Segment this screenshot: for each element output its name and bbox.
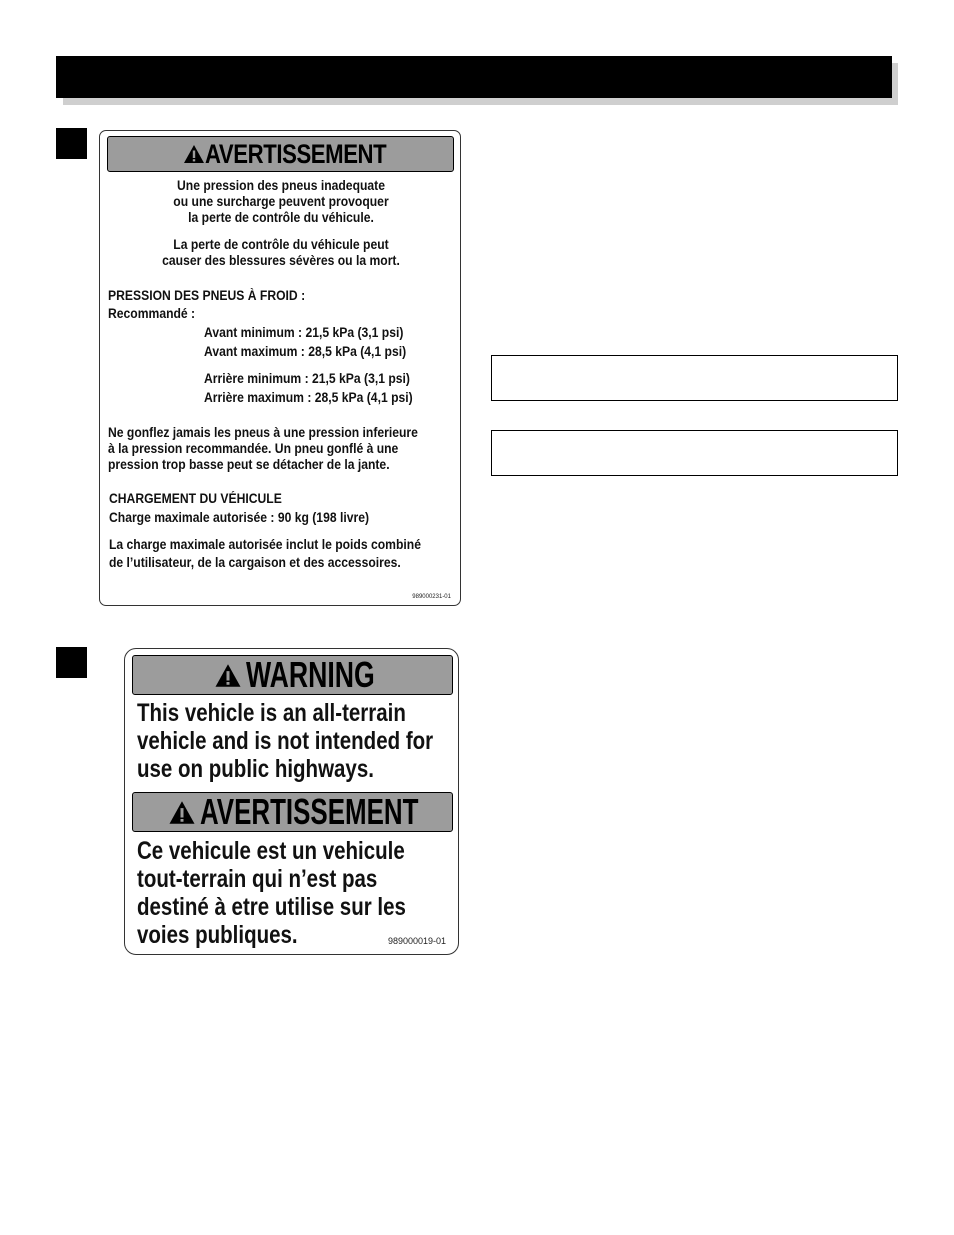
label1-inflate-line1: Ne gonflez jamais les pneus à une pression inferieure <box>108 425 418 440</box>
figure-marker-1 <box>56 128 87 159</box>
tire-pressure-warning-label <box>99 130 461 606</box>
label2-fr-line1: Ce vehicule est un vehicule <box>137 837 405 865</box>
figure-marker-2 <box>56 647 87 678</box>
label1-recommended: Recommandé : <box>108 306 196 321</box>
all-terrain-warning-label <box>124 648 459 955</box>
label2-fr-line2: tout-terrain qui n’est pas <box>137 865 378 893</box>
label2-fr-line3: destiné à etre utilise sur les <box>137 893 406 921</box>
label1-pressure-heading: PRESSION DES PNEUS À FROID : <box>108 288 306 303</box>
label2-en-line2: vehicle and is not intended for <box>137 727 434 755</box>
label1-max-load: Charge maximale autorisée : 90 kg (198 livre) <box>109 510 370 525</box>
label1-inflate-line2: à la pression recommandée. Un pneu gonflé à une <box>108 441 399 456</box>
label1-para1-line3: la perte de contrôle du véhicule. <box>188 210 374 225</box>
label1-para1-line1: Une pression des pneus inadequate <box>177 178 385 193</box>
empty-note-box-1 <box>491 355 898 401</box>
label1-load-note-line1: La charge maximale autorisée inclut le poids combiné <box>109 537 421 552</box>
label2-avertissement-banner <box>132 792 453 832</box>
label2-warning-banner <box>132 655 453 695</box>
warning-triangle-icon <box>168 800 196 825</box>
label1-para2-line1: La perte de contrôle du véhicule peut <box>173 237 389 252</box>
label1-front-min: Avant minimum : 21,5 kPa (3,1 psi) <box>204 325 404 340</box>
label1-banner-text: AVERTISSEMENT <box>204 138 387 169</box>
label1-front-max: Avant maximum : 28,5 kPa (4,1 psi) <box>204 344 407 359</box>
label1-warning-banner <box>107 136 454 172</box>
label2-fr-line4: voies publiques. <box>137 921 298 949</box>
label2-banner-fr-text: AVERTISSEMENT <box>199 791 419 832</box>
label2-part-number: 989000019-01 <box>387 936 446 946</box>
section-header-bar <box>56 56 892 98</box>
label1-para2-line2: causer des blessures sévères ou la mort. <box>162 253 400 268</box>
label2-en-line1: This vehicle is an all-terrain <box>137 699 406 727</box>
warning-triangle-icon <box>183 144 205 164</box>
label1-para1-line2: ou une surcharge peuvent provoquer <box>173 194 389 209</box>
label1-rear-max: Arrière maximum : 28,5 kPa (4,1 psi) <box>204 390 413 405</box>
label1-rear-min: Arrière minimum : 21,5 kPa (3,1 psi) <box>204 371 410 386</box>
label1-inflate-line3: pression trop basse peut se détacher de la jante. <box>108 457 390 472</box>
label1-load-heading: CHARGEMENT DU VÉHICULE <box>109 491 282 506</box>
label2-en-line3: use on public highways. <box>137 755 374 783</box>
empty-note-box-2 <box>491 430 898 476</box>
label1-load-note-line2: de l’utilisateur, de la cargaison et des accessoires. <box>109 555 401 570</box>
label2-banner-en-text: WARNING <box>245 654 375 695</box>
label1-part-number: 989000231-01 <box>412 594 451 600</box>
warning-triangle-icon <box>214 663 242 688</box>
